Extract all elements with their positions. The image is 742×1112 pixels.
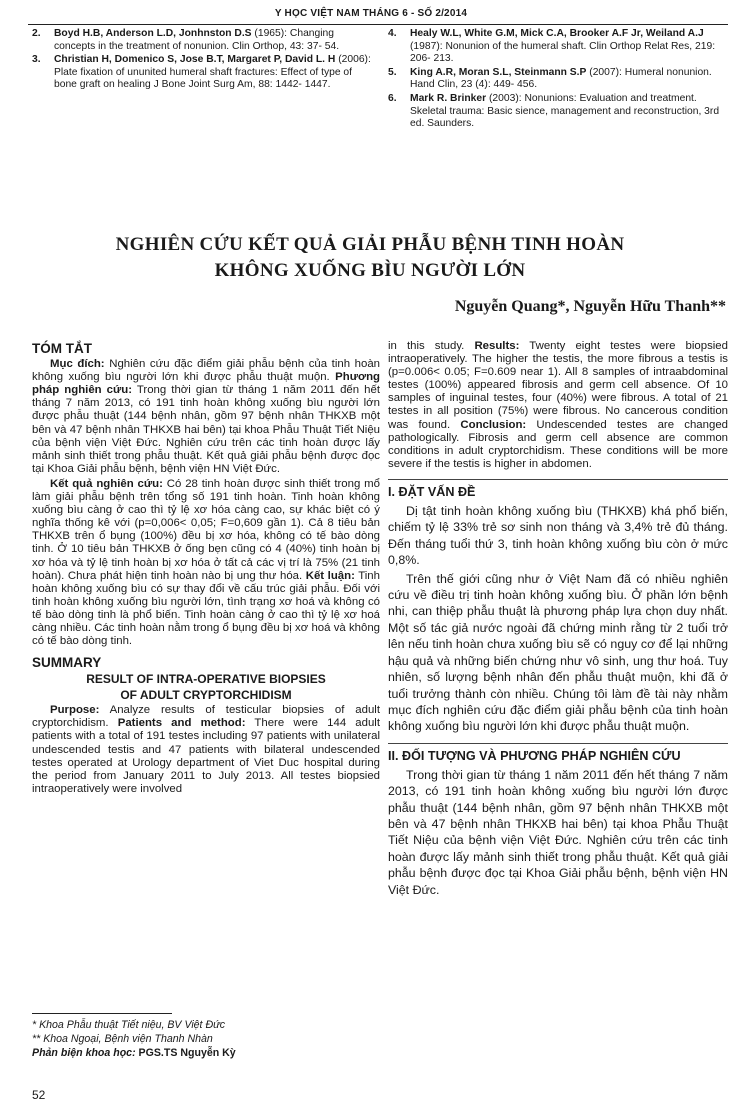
abstract-label: Kết quả nghiên cứu: <box>50 477 163 490</box>
footnote-reviewer <box>32 1046 380 1060</box>
summary-paragraph <box>32 704 380 796</box>
reviewer-name: PGS.TS Nguyễn Kỳ <box>135 1047 236 1059</box>
footnote-affiliation-2: ** Khoa Ngoại, Bệnh viện Thanh Nhàn <box>32 1033 213 1045</box>
summary-label: Results: <box>474 340 520 352</box>
abstract-label: Mục đích: <box>50 358 105 371</box>
abstract-text: Tinh hoàn không xuống bìu có sự thay đổi về cấu trúc giải phẫu. Đối với tinh hoàn không xuống bìu người lớn, tình trạng xơ hoá và không có tế bào dòng tinh là phổ biến. Tinh hoàn càng ở cao thì tỷ lệ xơ hoá càng nhiều. Các tinh hoàn nằm trong ổ bụng đều bị xơ hoá và không có tế bào dòng tinh. <box>32 569 380 648</box>
reference-authors: Healy W.L, White G.M, Mick C.A, Brooker A.F Jr, Weiland A.J <box>410 28 704 39</box>
summary-title-line-2: OF ADULT CRYPTORCHIDISM <box>120 688 292 703</box>
article-title-line-2: KHÔNG XUỐNG BÌU NGƯỜI LỚN <box>214 260 526 281</box>
reference-item <box>388 93 728 131</box>
summary-text: in this study. <box>388 340 475 352</box>
header-divider <box>28 24 728 25</box>
reference-text: (2003): Nonunions: Evaluation and treatment. Skeletal trauma: Basic sience, management and reconstruction, 3rd ed. Saunders. <box>410 92 720 130</box>
reference-text: (1965): Changing concepts in the treatment of nonunion. Clin Orthop, 43: 37- 54. <box>54 28 340 52</box>
reference-number: 6. <box>388 92 397 104</box>
reference-body <box>54 28 377 53</box>
page-number: 52 <box>32 1088 46 1102</box>
summary-text: There were 144 adult patients with a total of 191 testes including 97 patients with unilateral undescended testis and 47 patients with bilateral undescended testes operated at Urology department of Viet Duc hospital during the period from January 2011 to July 2013. All testes biopsied intraoperatively were involved <box>32 717 380 795</box>
abstract-heading: TÓM TẮT <box>32 341 92 356</box>
left-column <box>32 338 380 798</box>
reference-authors: Mark R. Brinker <box>410 92 487 104</box>
article-title <box>60 232 680 284</box>
right-column <box>388 340 728 900</box>
abstract-label: Phương pháp nghiên cứu: <box>32 371 380 397</box>
article-title-line-1: NGHIÊN CỨU KẾT QUẢ GIẢI PHẪU BỆNH TINH HOÀN <box>115 234 625 255</box>
reference-body <box>410 93 728 131</box>
reference-text: (2007): Humeral nonunion. Hand Clin, 23 (4): 449- 456. <box>410 66 712 91</box>
summary-text: Twenty eight testes were biopsied intraoperatively. The higher the testis, the more fibrous a testis is (p=0.006< 0.05; F=0.609 near 1). All 8 samples of intraabdominal testes (100%) appeared fibrosis and germ cell absence. Of 10 samples of inguinal testes, four (40%) were fibrous. A total of 21 testes in all position (75%) were fibrous. No cancerous condition was found. <box>388 340 728 431</box>
reference-item <box>32 28 377 53</box>
reference-number: 5. <box>388 66 397 78</box>
abstract-paragraph <box>32 358 380 476</box>
reference-text: (1987): Nonunion of the humeral shaft. Clin Orthop Relat Res, 219: 206- 213. <box>410 40 716 65</box>
article-authors: Nguyễn Quang*, Nguyễn Hữu Thanh** <box>454 298 726 315</box>
section-1-heading: I. ĐẶT VẤN ĐỀ <box>388 479 728 499</box>
reviewer-label: Phản biện khoa học: <box>32 1047 136 1059</box>
abstract-text: Nghiên cứu đặc điểm giải phẫu bệnh của tinh hoàn không xuống bìu người lớn khi được phẫu thuật muộn. <box>32 358 381 384</box>
summary-label: Purpose: <box>50 704 100 717</box>
summary-heading: SUMMARY <box>32 655 102 671</box>
references-right <box>388 28 728 132</box>
section-2-paragraph: Trong thời gian từ tháng 1 năm 2011 đến hết tháng 7 năm 2013, có 191 tinh hoàn không xuống bìu người lớn được phẫu thuật (144 bệnh nhân, gồm 97 bệnh nhân THKXB một bên và 47 bệnh nhân THKXB hai bên) tại khoa Phẫu Thuật Tiết Niệu của bệnh viện Việt Đức. Nghiên cứu trên các tinh hoàn được lấy mảnh sinh thiết trong phẫu thuật. Kết quả giải phẫu bệnh được đọc tại Khoa Giải phẫu bệnh, bệnh viện HN Việt Đức. <box>388 767 728 897</box>
summary-label: Patients and method: <box>117 717 246 730</box>
footnotes <box>32 1018 380 1060</box>
abstract-paragraph <box>32 478 380 648</box>
section-1-paragraph: Trên thế giới cũng như ở Việt Nam đã có nhiều nghiên cứu về điều trị tinh hoàn không xuống bìu. Ở phần lớn bệnh nhi, can thiệp phẫu thuật là phương pháp lựa chọn duy nhất. Một số tác giả nước ngoài đã chứng minh rằng từ 2 tuổi trở lên nếu tinh hoàn chưa xuống bìu sẽ có nguy cơ để lại những hậu quả và những biến chứng như vô sinh, ung thư hoá. Tuy nhiên, số lượng bệnh nhân đến phẫu thuật muộn, khi đã ở tuổi trưởng thành còn nhiều. Chúng tôi làm đề tài này nhằm mục đích nghiên cứu đặc điểm giải phẫu bệnh của tinh hoàn không xuống bìu người lớn khi được phẫu thuật muộn. <box>388 571 728 734</box>
reference-body <box>54 54 377 92</box>
abstract-label: Kết luận: <box>305 569 355 582</box>
reference-item <box>388 67 728 92</box>
reference-item <box>32 54 377 92</box>
summary-paragraph-continued <box>388 340 728 471</box>
summary-label: Conclusion: <box>460 418 527 431</box>
section-1-paragraph: Dị tật tinh hoàn không xuống bìu (THKXB) khá phổ biến, chiếm tỷ lệ 33% trẻ sơ sinh non tháng và 3,4% trẻ đủ tháng. Đến tháng tuổi thứ 3, tinh hoàn không xuống bìu còn ở mức 0,8%. <box>388 504 728 568</box>
reference-authors: King A.R, Moran S.L, Steinmann S.P <box>410 66 587 78</box>
reference-body <box>410 28 728 66</box>
reference-number: 3. <box>32 54 41 66</box>
reference-text: (2006): Plate fixation of ununited humeral shaft fractures: Effect of type of bone graft on healing J Bone Joint Surg Am, 88: 1442- 1447. <box>54 54 371 91</box>
reference-body <box>410 67 728 92</box>
reference-item <box>388 28 728 66</box>
reference-authors: Boyd H.B, Anderson L.D, Jonhnston D.S <box>54 28 252 39</box>
footnote-divider <box>32 1013 172 1014</box>
journal-header: Y HỌC VIỆT NAM THÁNG 6 - SỐ 2/2014 <box>274 8 468 19</box>
summary-text: Analyze results of testicular biopsies of adult cryptorchidism. <box>32 704 380 730</box>
abstract-text: Trong thời gian từ tháng 1 năm 2011 đến hết tháng 7 năm 2013, có 191 tinh hoàn không xuống bìu người lớn được phẫu thuật (144 bệnh nhân, gồm 97 bệnh nhân THKXB một bên và 47 bệnh nhân THKXB hai bên) tại khoa Phẫu Thuật Tiết Niệu của bệnh viện Việt Đức. Nghiên cứu trên các tinh hoàn được lấy mảnh sinh thiết trong phẫu thuật. Kết quả giải phẫu bệnh được đọc tại Khoa Giải phẫu bệnh, bệnh viện HN Việt Đức. <box>32 384 380 475</box>
footnote-affiliation-1: * Khoa Phẫu thuật Tiết niệu, BV Việt Đức <box>32 1019 226 1031</box>
summary-text: Undescended testes are changed pathologically. Fibrosis and germ cell absence are common conditions in adult cryptorchidism. These conditions will be more severe if the testis is higher in abdomen. <box>388 418 728 470</box>
reference-number: 4. <box>388 28 397 39</box>
section-2-heading: II. ĐỐI TƯỢNG VÀ PHƯƠNG PHÁP NGHIÊN CỨU <box>388 743 728 763</box>
reference-authors: Christian H, Domenico S, Jose B.T, Margaret P, David L. H <box>54 54 336 66</box>
abstract-text: Có 28 tinh hoàn được sinh thiết trong mổ làm giải phẫu bệnh trên tổng số 191 tinh hoàn. Tinh hoàn không xuống bìu càng ở cao thì tỷ lệ xơ hóa càng cao, sự khác biệt có ý nghĩa thống kê với (p=0,006< 0,05; F=0,609 gần 1). Cả 8 tiêu bản THKXB trên ổ bụng (100%) đều bị xơ hóa, không có tế bào dòng tinh. Ở 10 tiêu bản THKXB ở ống bẹn cũng có 4 (40%) tinh hoàn bị xơ hóa và tỷ lệ tinh hoàn bị xơ hóa ở tất cả các vị trí là 75% (21 tinh hoàn). Chưa phát hiện tinh hoàn nào bị ung thư hóa. <box>32 477 380 582</box>
summary-title-line-1: RESULT OF INTRA-OPERATIVE BIOPSIES <box>86 672 326 687</box>
reference-number: 2. <box>32 28 41 39</box>
references-left <box>32 28 377 93</box>
